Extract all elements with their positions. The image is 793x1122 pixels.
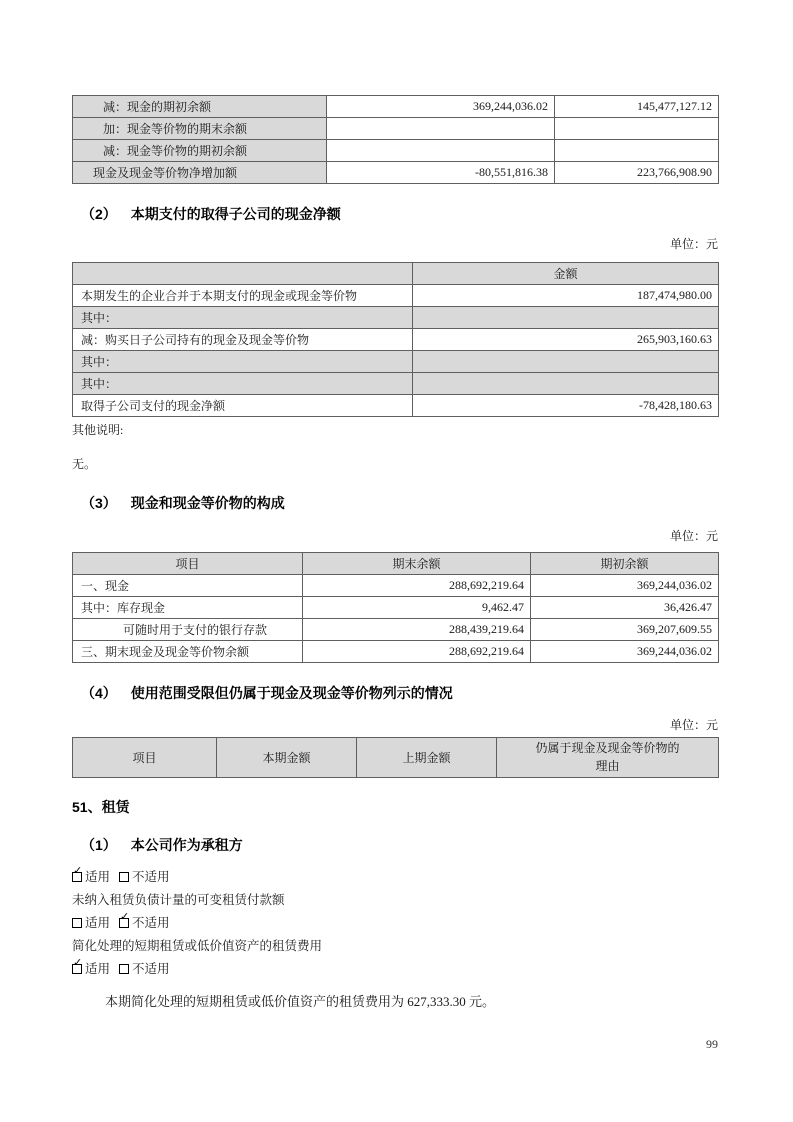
row-label-cell: 取得子公司支付的现金净额	[73, 395, 413, 417]
amount-cell	[413, 373, 719, 395]
header-cell: 上期金额	[357, 738, 497, 778]
table-row	[73, 162, 719, 184]
row-label-cell: 本期发生的企业合并于本期支付的现金或现金等价物	[73, 285, 413, 307]
beginning-balance-cell: 36,426.47	[531, 597, 719, 619]
cash-composition-table	[72, 552, 719, 663]
subsidiary-cash-paid-table	[72, 262, 719, 417]
table-row	[73, 373, 719, 395]
applicability-option	[72, 962, 110, 976]
section-number: （1）	[81, 837, 117, 853]
lease-fee-paragraph: 本期简化处理的短期租赁或低价值资产的租赁费用为 627,333.30 元。	[105, 994, 496, 1009]
table-row	[73, 140, 719, 162]
unit-label: 单位：元	[669, 237, 718, 251]
checkbox-checked-icon	[72, 964, 82, 974]
restricted-cash-table	[72, 737, 719, 778]
other-note-value: 无。	[72, 457, 97, 471]
table-row	[73, 575, 719, 597]
previous-amount-cell: 223,766,908.90	[555, 162, 719, 184]
lease-section-heading: 51、租赁	[72, 799, 130, 815]
row-label-cell: 减：现金等价物的期初余额	[73, 140, 327, 162]
section-number: （2）	[81, 206, 117, 222]
ending-balance-cell: 288,439,219.64	[303, 619, 531, 641]
option-label: 不适用	[132, 962, 170, 976]
applicability-option	[72, 870, 110, 884]
table-row	[73, 597, 719, 619]
current-amount-cell: -80,551,816.38	[327, 162, 555, 184]
section-title: 现金和现金等价物的构成	[130, 495, 285, 511]
checkbox-unchecked-icon	[72, 918, 82, 928]
current-amount-cell	[327, 140, 555, 162]
header-amount-cell: 金额	[413, 263, 719, 285]
row-label-cell: 三、期末现金及现金等价物余额	[73, 641, 303, 663]
amount-cell	[413, 307, 719, 329]
amount-cell: -78,428,180.63	[413, 395, 719, 417]
option-label: 不适用	[132, 916, 170, 930]
header-cell: 期末余额	[303, 553, 531, 575]
cash-net-increase-table	[72, 95, 719, 184]
row-label-cell: 加：现金等价物的期末余额	[73, 118, 327, 140]
option-label: 适用	[85, 962, 111, 976]
header-cell: 项目	[73, 738, 217, 778]
row-label-cell: 可随时用于支付的银行存款	[73, 619, 303, 641]
current-amount-cell	[327, 118, 555, 140]
lease-applicability-lines	[72, 866, 322, 981]
section-title: 本公司作为承租方	[130, 837, 243, 853]
row-label-cell: 其中：	[73, 351, 413, 373]
amount-cell	[413, 351, 719, 373]
table-row	[73, 641, 719, 663]
page-number: 99	[706, 1037, 718, 1051]
header-cell-text: 仍属于现金及现金等价物的理由	[535, 741, 680, 773]
section-2-heading	[81, 204, 341, 224]
amount-cell: 187,474,980.00	[413, 285, 719, 307]
table-header-row	[73, 263, 719, 285]
row-label-cell: 其中：库存现金	[73, 597, 303, 619]
header-cell	[497, 738, 719, 778]
header-empty-cell	[73, 263, 413, 285]
header-cell: 本期金额	[217, 738, 357, 778]
section-number: （3）	[81, 495, 117, 511]
unit-label: 单位：元	[669, 718, 718, 732]
section-4-heading	[81, 683, 453, 703]
previous-amount-cell	[555, 140, 719, 162]
table-row	[73, 307, 719, 329]
row-label-cell: 其中：	[73, 373, 413, 395]
header-cell: 期初余额	[531, 553, 719, 575]
header-cell: 项目	[73, 553, 303, 575]
table-row	[73, 118, 719, 140]
ending-balance-cell: 9,462.47	[303, 597, 531, 619]
table-header-row	[73, 553, 719, 575]
unit-label: 单位：元	[669, 529, 718, 543]
applicability-option	[72, 916, 110, 930]
lease-text-line: 未纳入租赁负债计量的可变租赁付款额	[72, 893, 285, 907]
checkbox-checked-icon	[119, 918, 129, 928]
table-row	[73, 351, 719, 373]
applicability-option	[119, 870, 170, 884]
other-note-label: 其他说明:	[72, 423, 124, 437]
option-label: 适用	[85, 870, 111, 884]
table-row	[73, 329, 719, 351]
amount-cell: 265,903,160.63	[413, 329, 719, 351]
row-label-cell: 一、现金	[73, 575, 303, 597]
applicability-line	[72, 866, 322, 889]
option-label: 适用	[85, 916, 111, 930]
lease-text-line: 简化处理的短期租赁或低价值资产的租赁费用	[72, 939, 323, 953]
ending-balance-cell: 288,692,219.64	[303, 641, 531, 663]
current-amount-cell: 369,244,036.02	[327, 96, 555, 118]
section-title: 本期支付的取得子公司的现金净额	[130, 206, 341, 222]
checkbox-checked-icon	[72, 872, 82, 882]
beginning-balance-cell: 369,244,036.02	[531, 641, 719, 663]
table-row	[73, 395, 719, 417]
table-row	[73, 619, 719, 641]
beginning-balance-cell: 369,207,609.55	[531, 619, 719, 641]
ending-balance-cell: 288,692,219.64	[303, 575, 531, 597]
row-label-cell: 其中：	[73, 307, 413, 329]
checkbox-unchecked-icon	[119, 964, 129, 974]
section-3-heading	[81, 493, 285, 513]
applicability-line	[72, 912, 322, 935]
option-label: 不适用	[132, 870, 170, 884]
table-header-row	[73, 738, 719, 778]
row-label-cell: 现金及现金等价物净增加额	[73, 162, 327, 184]
previous-amount-cell	[555, 118, 719, 140]
checkbox-unchecked-icon	[119, 872, 129, 882]
beginning-balance-cell: 369,244,036.02	[531, 575, 719, 597]
row-label-cell: 减：购买日子公司持有的现金及现金等价物	[73, 329, 413, 351]
applicability-line	[72, 958, 322, 981]
lease-subsection-heading	[81, 835, 243, 855]
row-label-cell: 减：现金的期初余额	[73, 96, 327, 118]
section-number: （4）	[81, 685, 117, 701]
applicability-option	[119, 916, 170, 930]
section-title: 使用范围受限但仍属于现金及现金等价物列示的情况	[130, 685, 453, 701]
table-row	[73, 285, 719, 307]
table-row	[73, 96, 719, 118]
previous-amount-cell: 145,477,127.12	[555, 96, 719, 118]
applicability-option	[119, 962, 170, 976]
